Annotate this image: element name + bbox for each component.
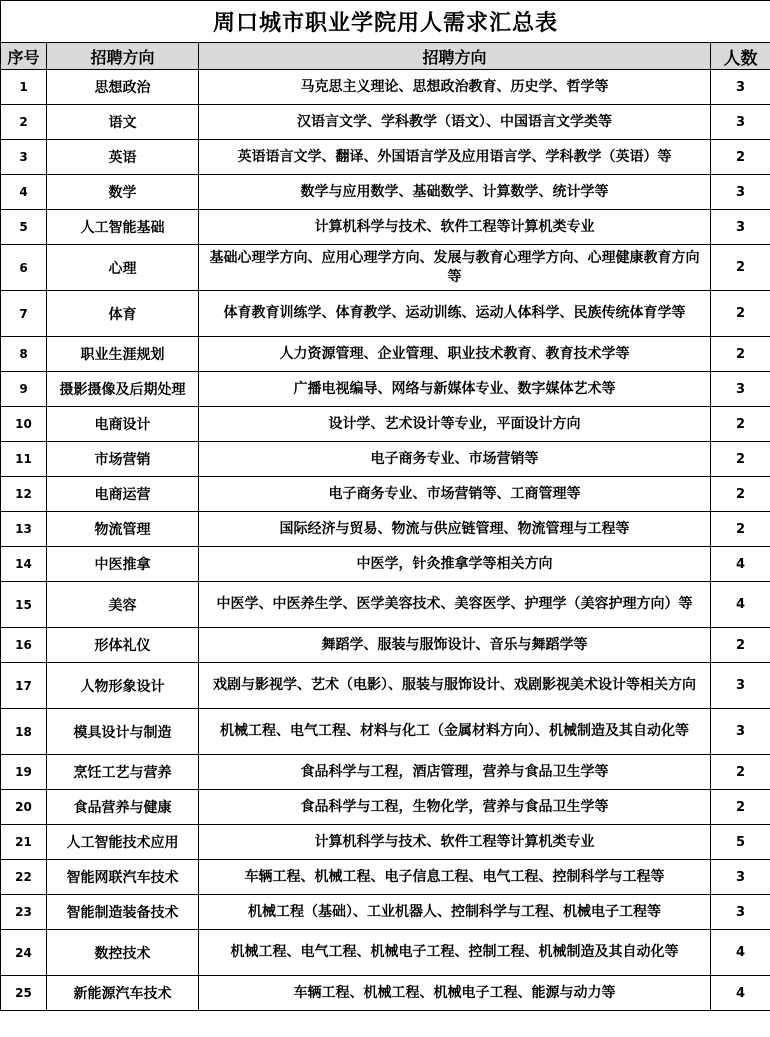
major-requirement: 国际经济与贸易、物流与供应链管理、物流管理与工程等	[199, 512, 711, 547]
recruit-direction: 电商设计	[47, 407, 199, 442]
recruit-direction: 智能制造装备技术	[47, 895, 199, 930]
recruit-direction: 电商运营	[47, 477, 199, 512]
title-row	[1, 1, 770, 43]
table-row	[1, 547, 770, 582]
header-major: 招聘方向	[199, 43, 711, 70]
headcount: 3	[711, 372, 770, 407]
row-number: 3	[1, 140, 47, 175]
headcount: 4	[711, 547, 770, 582]
table-row	[1, 70, 770, 105]
header-direction: 招聘方向	[47, 43, 199, 70]
row-number: 13	[1, 512, 47, 547]
table-row	[1, 628, 770, 663]
table-row	[1, 337, 770, 372]
major-requirement: 体育教育训练学、体育教学、运动训练、运动人体科学、民族传统体育学等	[199, 291, 711, 337]
headcount: 2	[711, 337, 770, 372]
major-requirement: 基础心理学方向、应用心理学方向、发展与教育心理学方向、心理健康教育方向等	[199, 245, 711, 291]
row-number: 22	[1, 860, 47, 895]
major-requirement: 车辆工程、机械工程、电子信息工程、电气工程、控制科学与工程等	[199, 860, 711, 895]
recruit-direction: 数控技术	[47, 930, 199, 976]
row-number: 12	[1, 477, 47, 512]
table-row	[1, 860, 770, 895]
headcount: 3	[711, 210, 770, 245]
headcount: 2	[711, 790, 770, 825]
header-count: 人数	[711, 43, 770, 70]
recruit-direction: 摄影摄像及后期处理	[47, 372, 199, 407]
major-requirement: 食品科学与工程，酒店管理，营养与食品卫生学等	[199, 755, 711, 790]
table-row	[1, 477, 770, 512]
sheet-title: 周口城市职业学院用人需求汇总表	[1, 1, 770, 43]
row-number: 9	[1, 372, 47, 407]
headcount: 3	[711, 860, 770, 895]
headcount: 3	[711, 663, 770, 709]
row-number: 10	[1, 407, 47, 442]
headcount: 2	[711, 512, 770, 547]
major-requirement: 设计学、艺术设计等专业，平面设计方向	[199, 407, 711, 442]
table-row	[1, 825, 770, 860]
row-number: 1	[1, 70, 47, 105]
headcount: 3	[711, 175, 770, 210]
major-requirement: 汉语言文学、学科教学（语文）、中国语言文学类等	[199, 105, 711, 140]
headcount: 2	[711, 477, 770, 512]
major-requirement: 计算机科学与技术、软件工程等计算机类专业	[199, 210, 711, 245]
headcount: 3	[711, 709, 770, 755]
table-row	[1, 407, 770, 442]
table-row	[1, 709, 770, 755]
table-row	[1, 976, 770, 1011]
major-requirement: 计算机科学与技术、软件工程等计算机类专业	[199, 825, 711, 860]
major-requirement: 舞蹈学、服装与服饰设计、音乐与舞蹈学等	[199, 628, 711, 663]
table-row	[1, 372, 770, 407]
recruit-direction: 市场营销	[47, 442, 199, 477]
row-number: 21	[1, 825, 47, 860]
table-row	[1, 210, 770, 245]
recruit-direction: 人工智能技术应用	[47, 825, 199, 860]
table-row	[1, 895, 770, 930]
row-number: 23	[1, 895, 47, 930]
headcount: 4	[711, 582, 770, 628]
major-requirement: 数学与应用数学、基础数学、计算数学、统计学等	[199, 175, 711, 210]
table-row	[1, 105, 770, 140]
row-number: 16	[1, 628, 47, 663]
recruit-direction: 语文	[47, 105, 199, 140]
recruit-direction: 模具设计与制造	[47, 709, 199, 755]
recruit-direction: 体育	[47, 291, 199, 337]
recruit-direction: 心理	[47, 245, 199, 291]
recruit-direction: 职业生涯规划	[47, 337, 199, 372]
headcount: 3	[711, 70, 770, 105]
headcount: 5	[711, 825, 770, 860]
recruit-direction: 智能网联汽车技术	[47, 860, 199, 895]
table-row	[1, 582, 770, 628]
headcount: 4	[711, 976, 770, 1011]
headcount: 2	[711, 755, 770, 790]
headcount: 2	[711, 442, 770, 477]
header-row	[1, 43, 770, 70]
major-requirement: 英语语言文学、翻译、外国语言学及应用语言学、学科教学（英语）等	[199, 140, 711, 175]
recruit-direction: 数学	[47, 175, 199, 210]
table-row	[1, 930, 770, 976]
major-requirement: 机械工程、电气工程、机械电子工程、控制工程、机械制造及其自动化等	[199, 930, 711, 976]
recruit-direction: 人物形象设计	[47, 663, 199, 709]
major-requirement: 马克思主义理论、思想政治教育、历史学、哲学等	[199, 70, 711, 105]
row-number: 20	[1, 790, 47, 825]
row-number: 24	[1, 930, 47, 976]
headcount: 2	[711, 245, 770, 291]
recruit-direction: 中医推拿	[47, 547, 199, 582]
major-requirement: 广播电视编导、网络与新媒体专业、数字媒体艺术等	[199, 372, 711, 407]
table-row	[1, 512, 770, 547]
row-number: 25	[1, 976, 47, 1011]
table-row	[1, 140, 770, 175]
headcount: 4	[711, 930, 770, 976]
table-row	[1, 442, 770, 477]
major-requirement: 车辆工程、机械工程、机械电子工程、能源与动力等	[199, 976, 711, 1011]
row-number: 11	[1, 442, 47, 477]
recruit-direction: 英语	[47, 140, 199, 175]
recruit-direction: 形体礼仪	[47, 628, 199, 663]
table-row	[1, 663, 770, 709]
row-number: 2	[1, 105, 47, 140]
recruit-direction: 物流管理	[47, 512, 199, 547]
major-requirement: 戏剧与影视学、艺术（电影）、服装与服饰设计、戏剧影视美术设计等相关方向	[199, 663, 711, 709]
table-row	[1, 790, 770, 825]
major-requirement: 机械工程（基础）、工业机器人、控制科学与工程、机械电子工程等	[199, 895, 711, 930]
row-number: 19	[1, 755, 47, 790]
row-number: 8	[1, 337, 47, 372]
row-number: 4	[1, 175, 47, 210]
recruit-direction: 新能源汽车技术	[47, 976, 199, 1011]
table-body	[1, 70, 770, 1011]
row-number: 6	[1, 245, 47, 291]
table-row	[1, 755, 770, 790]
major-requirement: 中医学、中医养生学、医学美容技术、美容医学、护理学（美容护理方向）等	[199, 582, 711, 628]
major-requirement: 中医学，针灸推拿学等相关方向	[199, 547, 711, 582]
major-requirement: 电子商务专业、市场营销等	[199, 442, 711, 477]
recruit-direction: 美容	[47, 582, 199, 628]
row-number: 7	[1, 291, 47, 337]
row-number: 17	[1, 663, 47, 709]
headcount: 3	[711, 895, 770, 930]
recruit-direction: 人工智能基础	[47, 210, 199, 245]
row-number: 14	[1, 547, 47, 582]
row-number: 18	[1, 709, 47, 755]
major-requirement: 机械工程、电气工程、材料与化工（金属材料方向）、机械制造及其自动化等	[199, 709, 711, 755]
table-row	[1, 291, 770, 337]
major-requirement: 人力资源管理、企业管理、职业技术教育、教育技术学等	[199, 337, 711, 372]
table-row	[1, 245, 770, 291]
recruit-direction: 烹饪工艺与营养	[47, 755, 199, 790]
headcount: 2	[711, 140, 770, 175]
headcount: 2	[711, 407, 770, 442]
header-no: 序号	[1, 43, 47, 70]
headcount: 3	[711, 105, 770, 140]
headcount: 2	[711, 291, 770, 337]
major-requirement: 食品科学与工程，生物化学，营养与食品卫生学等	[199, 790, 711, 825]
recruit-direction: 食品营养与健康	[47, 790, 199, 825]
table-row	[1, 175, 770, 210]
major-requirement: 电子商务专业、市场营销等、工商管理等	[199, 477, 711, 512]
headcount: 2	[711, 628, 770, 663]
recruit-direction: 思想政治	[47, 70, 199, 105]
row-number: 5	[1, 210, 47, 245]
row-number: 15	[1, 582, 47, 628]
